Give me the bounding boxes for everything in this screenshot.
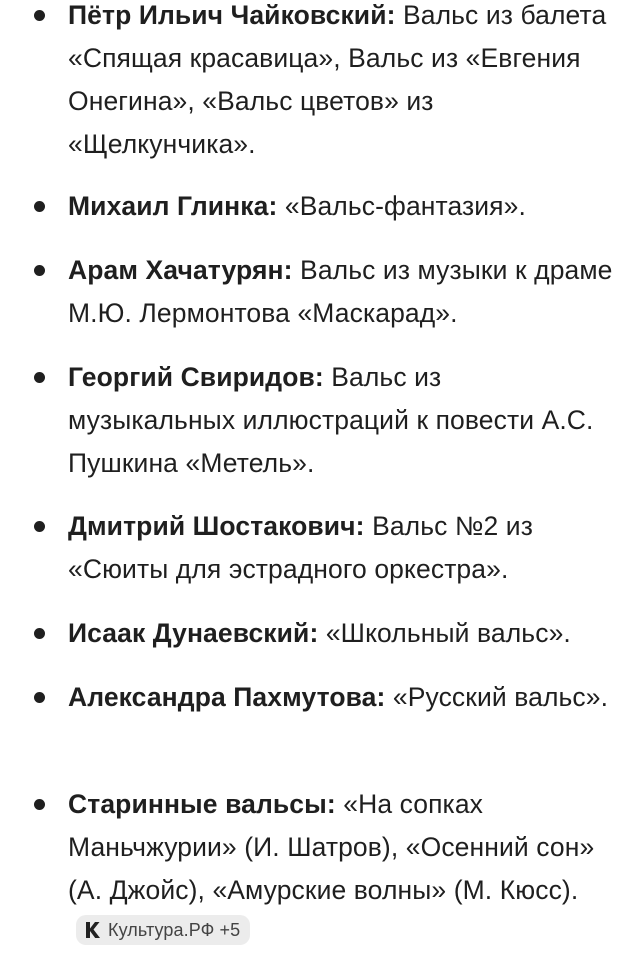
bullet-icon — [34, 265, 45, 276]
list-item-text — [68, 783, 613, 955]
list-item-text — [68, 612, 613, 655]
composer-name: Михаил Глинка: — [68, 191, 278, 221]
bullet-icon — [34, 692, 45, 703]
list-item-text — [68, 185, 613, 228]
composer-works: «Русский вальс». — [385, 682, 609, 712]
list-item-text — [68, 676, 613, 719]
source-chip-label: Культура.РФ +5 — [108, 920, 241, 940]
composer-works: «Школьный вальс». — [318, 618, 571, 648]
bullet-icon — [34, 799, 45, 810]
bullet-icon — [34, 628, 45, 639]
composer-name: Георгий Свиридов: — [68, 362, 324, 392]
composer-works: Вальс из музыки к драме М.Ю. Лермонтова «Маскарад». — [68, 255, 613, 328]
composer-name: Старинные вальсы: — [68, 789, 336, 819]
composer-works: «На сопках Маньчжурии» (И. Шатров), «Осенний сон» (А. Джойс), «Амурские волны» (М. Кюсс). — [68, 789, 595, 905]
bullet-icon — [34, 372, 45, 383]
list-item-text — [68, 249, 613, 335]
composer-name: Александра Пахмутова: — [68, 682, 386, 712]
list-item-text — [68, 356, 613, 485]
composer-name: Арам Хачатурян: — [68, 255, 293, 285]
list-item-text — [68, 505, 613, 591]
composer-name: Пётр Ильич Чайковский: — [68, 0, 396, 30]
list-item-text — [68, 0, 613, 166]
composer-works: Вальс из балета «Спящая красавица», Вальс из «Евгения Онегина», «Вальс цветов» из «Щелкунчика». — [68, 0, 607, 159]
source-chip-button[interactable] — [76, 915, 250, 945]
kultura-k-logo-icon — [82, 920, 102, 940]
composer-name: Исаак Дунаевский: — [68, 618, 319, 648]
bullet-icon — [34, 10, 45, 21]
bullet-icon — [34, 521, 45, 532]
composer-works: Вальс №2 из «Сюиты для эстрадного оркестра». — [68, 511, 533, 584]
composer-works: Вальс из музыкальных иллюстраций к повести А.С. Пушкина «Метель». — [68, 362, 594, 478]
bullet-icon — [34, 201, 45, 212]
composer-name: Дмитрий Шостакович: — [68, 511, 365, 541]
composer-works: «Вальс-фантазия». — [277, 191, 526, 221]
